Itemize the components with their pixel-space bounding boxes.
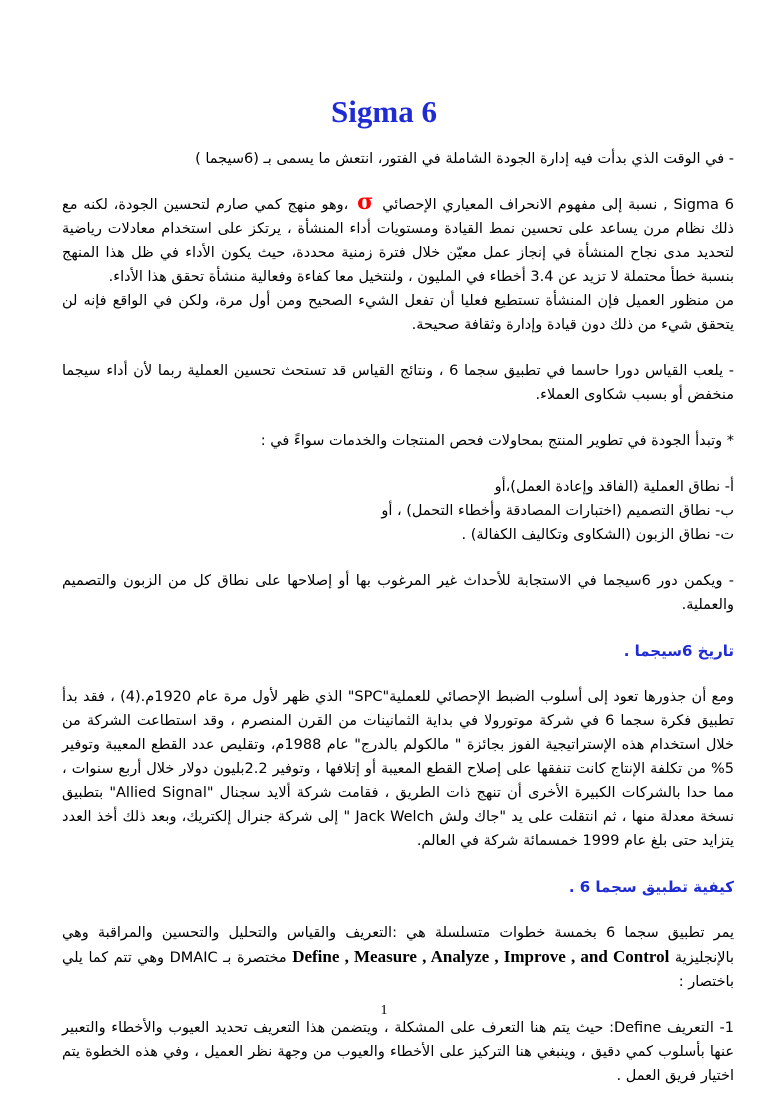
scope-list [62, 475, 734, 547]
document-title: Sigma 6 [331, 94, 437, 129]
page-number: 1 [380, 1003, 388, 1018]
paragraph-step-define: 1- التعريف Define: حيث يتم هنا التعرف على المشكلة ، ويتضمن هذا التعريف تحديد العيوب والأخطاء والتعبير عنها بأسلوب كمي دقيق ، وينبغي هنا التركيز على الأخطاء والعيوب من وجهة نظر العميل ، وفي هذه الخطوة يتم اختيار فريق العمل . [62, 1020, 734, 1084]
paragraph-sigma-definition-part-1: Sigma 6 , نسبة إلى مفهوم الانحراف المعياري الإحصائي [382, 197, 734, 213]
paragraph-history: ومع أن جذورها تعود إلى أسلوب الضبط الإحصائي للعملية"SPC" الذي ظهر لأول مرة عام 1920م.(4) ، فقد بدأ تطبيق فكرة سجما 6 في شركة موتورولا في بداية الثمانينات من القرن المنصرم ، وقد استطاعت الشركة من خلال استخدام هذه الإستراتيجية الفوز بجائزة " مالكولم بالدرج" عام 1988م، وتقليص عدد القطع المعيبة وتوفير 5% من تكلفة الإنتاج كانت تنفقها على إصلاح القطع المعيبة أو إتلافها ، وتوفير 2.2بليون دولار خلال أربع سنوات ، مما حدا بالشركات الكبيرة الأخرى أن تنهج ذات الطريق ، فقامت شركة ألايد سجنال "Allied Signal" بتطبيق نسخة معدلة منها ، ثم انتقلت على يد "جاك ولش Jack Welch " إلى شركة جنرال إلكتريك، وبعد ذلك أخذ العدد يتزايد حتى بلغ عام 1999 خمسمائة شركة في العالم. [62, 689, 735, 849]
steps-intro-text: يمر تطبيق سجما 6 بخمسة خطوات متسلسلة هي :التعريف والقياس والتحليل والتحسين والمراقبة وهي بالإنجليزية [62, 925, 735, 966]
heading-how-to-apply: كيفية تطبيق سجما 6 . [568, 878, 734, 896]
scope-list-item: أ- نطاق العملية (الفاقد وإعادة العمل)،أو [494, 479, 734, 495]
steps-abbreviation-text: مختصرة بـ DMAIC وهي تتم كما يلي باختصار : [62, 950, 734, 990]
paragraph-measurement-role: - يلعب القياس دورا حاسما في تطبيق سجما 6 ، ونتائج القياس قد تستحث تحسين العملية ربما لأن أداء سيجما منخفض أو بسبب شكاوى العملاء. [62, 363, 734, 403]
paragraph-intro: - في الوقت الذي بدأت فيه إدارة الجودة الشاملة في الفتور، انتعش ما يسمى بـ (6سيجما ) [195, 151, 734, 167]
sigma-symbol: σ [357, 189, 374, 215]
paragraph-sigma-definition [62, 189, 734, 289]
scope-list-item: ت- نطاق الزبون (الشكاوى وتكاليف الكفالة) . [461, 527, 734, 543]
heading-history: تاريخ 6سيجما . [623, 642, 734, 660]
document-body [62, 147, 734, 1110]
scope-list-item: ب- نطاق التصميم (اختبارات المصادقة وأخطاء التحمل) ، أو [381, 503, 734, 519]
paragraph-sigma-role: - ويكمن دور 6سيجما في الاستجابة للأحداث غير المرغوب بها أو إصلاحها على نطاق كل من الزبون والتصميم والعملية. [62, 573, 734, 613]
paragraph-customer-view: من منظور العميل فإن المنشأة تستطيع فعليا أن تفعل الشيء الصحيح ومن أول مرة، ولكن في الواقع فإنه لن يتحقق شيء من ذلك دون قيادة وإدارة وثقافة صحيحة. [62, 293, 734, 333]
paragraph-quality-scope: * وتبدأ الجودة في تطوير المنتج بمحاولات فحص المنتجات والخدمات سواءً في : [260, 433, 734, 449]
paragraph-steps-intro [62, 921, 734, 994]
steps-english-names: Define , Measure , Analyze , Improve , and Control [292, 947, 670, 966]
paragraph-sigma-definition-part-2: ،وهو منهج كمي صارم لتحسين الجودة، لكنه مع ذلك نظام مرن يساعد على تحسين نمط القيادة ومستويات أداء المنشأة ، يرتكز على استخدام معادلات رياضية لتحديد مدى نجاح المنشأة في إنجاز عمل معيّن خلال فترة زمنية محددة، حيث يكون الأداء في ظل هذا المنهج بنسبة خطأ محتملة لا تزيد عن 3.4 أخطاء في المليون ، ولنتخيل معا كفاءة وفعالية منشأة تحقق هذا الأداء. [62, 197, 734, 285]
